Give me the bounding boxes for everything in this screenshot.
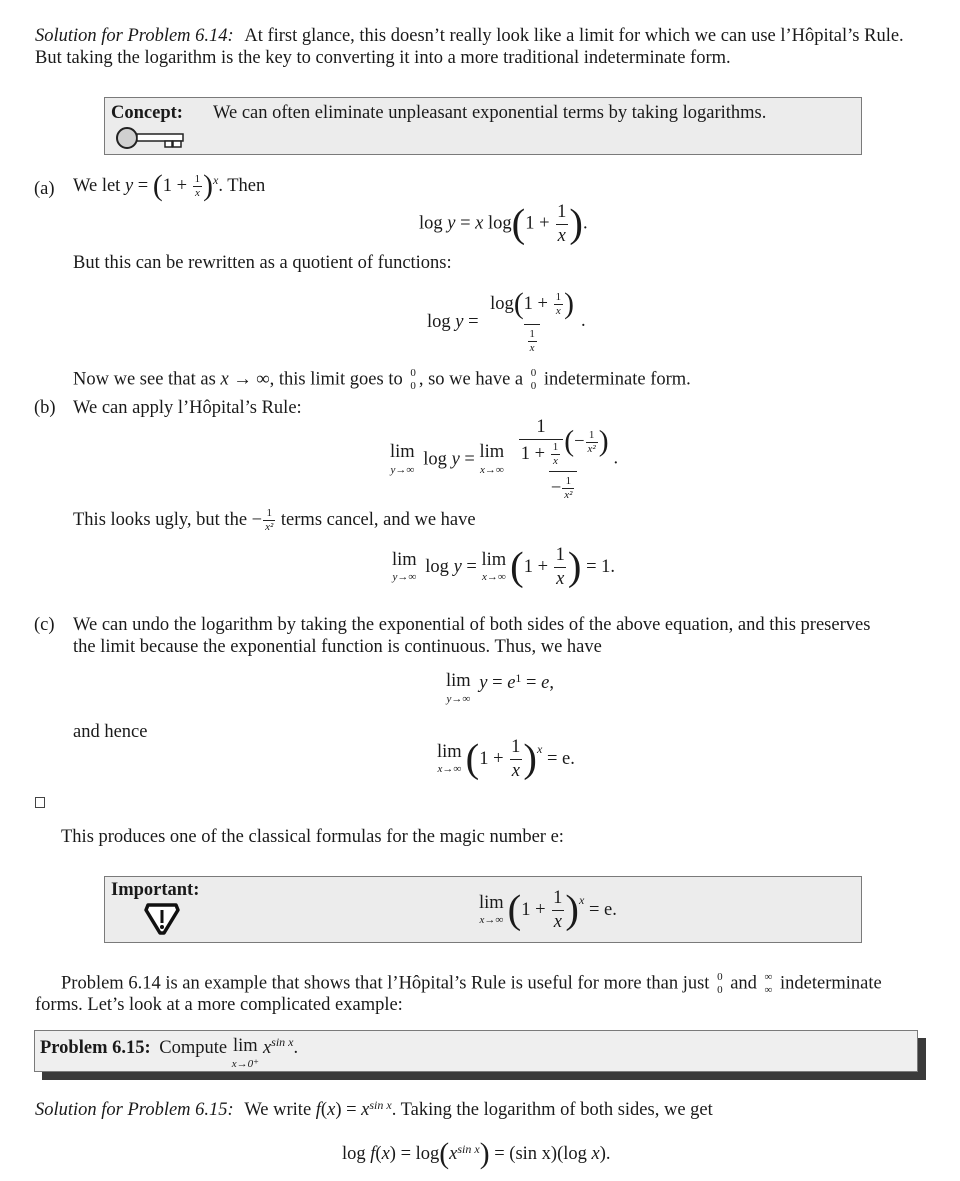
math-num: 1 — [520, 443, 531, 464]
frac-den: x² — [587, 442, 596, 455]
frac-den: x² — [564, 488, 573, 501]
lim-sub: x→∞ — [479, 914, 504, 927]
frac-den: x — [511, 760, 520, 781]
limit — [481, 551, 506, 584]
solution-615-eq: $\log f(x) = \log(x^{sin x}) = (\sin$ x)(log x). — [342, 1138, 611, 1170]
math-paren: ( — [513, 288, 524, 320]
text: indeterminate form. — [543, 369, 691, 390]
part-c-line1: We can undo the logarithm by taking the exponential of both sides of the above equation, and this preserves — [73, 615, 871, 635]
part-a-eq1: log y = x log(1 + $\frac{1}{x}$ ). — [419, 200, 588, 246]
text: , so we have a — [418, 369, 524, 390]
math-var: f — [370, 1144, 376, 1165]
math-result: = e. — [588, 900, 617, 920]
frac-num — [484, 290, 580, 324]
key-icon — [115, 126, 187, 150]
lim-text: lim — [479, 442, 505, 462]
fraction — [551, 442, 561, 467]
math-eq: = — [400, 1144, 412, 1165]
math-eq: = — [468, 311, 479, 332]
frac-den: 0 — [717, 984, 723, 996]
fraction — [529, 368, 539, 392]
qed-symbol — [35, 797, 45, 808]
frac-num: 1 — [553, 888, 563, 908]
frac-den: x — [553, 911, 562, 932]
math-op: + — [537, 294, 548, 315]
math-exp: 1 — [515, 671, 522, 685]
problem-615-box — [34, 1030, 918, 1072]
paragraph-line2: forms. Let’s look at a more complicated example: — [35, 995, 403, 1015]
concept-text: We can often eliminate unpleasant exponential terms by taking logarithms. — [213, 103, 767, 123]
math-eq: = — [492, 673, 503, 693]
math-num: 1 — [523, 294, 533, 315]
frac-num: 1 — [194, 173, 201, 186]
math-result: = e. — [546, 749, 575, 769]
frac-den — [524, 324, 540, 354]
important-title: Important: — [111, 880, 200, 900]
math-eq: = — [466, 557, 477, 577]
math-num: 1 — [525, 213, 535, 234]
part-c-eq1: lim y→∞ $y = e^1 = e$, — [446, 671, 554, 705]
fraction — [763, 972, 775, 996]
solution-text-line2: But taking the logarithm is the key to converting it into a more traditional indeterminate form. — [35, 48, 731, 68]
math-var: y — [447, 213, 456, 234]
part-b-eq1: lim y→∞ log y = lim x→∞ 1 1 + $\frac{1}{x}$ (− $\frac{1}{\text{x²}}$ ) − $\frac{1}{\text{x²}}$ . — [390, 417, 619, 501]
math-fn: log — [563, 1144, 587, 1165]
text: and — [730, 973, 757, 994]
limit — [446, 672, 471, 705]
math-num: 1 — [521, 900, 531, 920]
math-var: x — [327, 1100, 336, 1120]
frac-num: 1 — [266, 507, 272, 519]
lim-text: lim — [446, 671, 471, 691]
math-var: y — [453, 557, 462, 577]
text: We write — [244, 1100, 312, 1120]
frac-num: 1 — [511, 737, 521, 757]
math-var: e — [541, 673, 550, 693]
text: . Taking the logarithm of both sides, we get — [391, 1100, 713, 1120]
lim-text: lim — [479, 892, 504, 913]
fraction — [509, 738, 522, 780]
frac-num: 1 — [555, 545, 565, 565]
fraction — [554, 292, 564, 317]
fraction — [551, 889, 564, 931]
lim-sub: y→∞ — [390, 463, 415, 476]
warning-icon — [143, 901, 181, 937]
lim-sub: x→∞ — [481, 571, 506, 584]
frac-num: 0 — [530, 367, 537, 379]
lim-sub: x→0⁺ — [231, 1057, 259, 1070]
math-var: x — [591, 1144, 600, 1165]
solution-614-paragraph — [35, 25, 904, 47]
problem-text: Compute — [159, 1038, 228, 1058]
fraction — [519, 418, 563, 467]
part-c-line2: the limit because the exponential function is continuous. Thus, we have — [73, 637, 602, 657]
frac-den: x — [555, 305, 561, 318]
frac-den: x — [194, 187, 200, 200]
math-op: + — [176, 176, 188, 197]
part-b-marker: (b) — [34, 398, 56, 418]
math-exp: sin x — [369, 1098, 392, 1112]
math-var: y — [451, 449, 460, 470]
math-op: + — [534, 443, 546, 464]
solution-label: Solution for Problem 6.14: — [35, 26, 234, 46]
math-fn: log — [423, 449, 447, 470]
frac-den: ∞ — [764, 984, 773, 996]
text: terms cancel, and we have — [280, 509, 476, 530]
paragraph-line1 — [61, 972, 882, 996]
part-b-cancel — [73, 508, 476, 533]
text: Problem 6.14 is an example that shows that l’Hôpital’s Rule is useful for more than just — [61, 973, 710, 994]
lim-text: lim — [437, 741, 462, 762]
frac-num: 0 — [717, 971, 723, 983]
frac-num: 0 — [410, 367, 416, 379]
lim-sub: y→∞ — [446, 692, 471, 705]
math-paren: ( — [465, 735, 480, 781]
math-eq: = — [526, 673, 537, 693]
math-num: 1 — [523, 557, 533, 577]
math-var: x — [361, 1100, 370, 1120]
lim-text: lim — [481, 549, 507, 570]
frac-den — [519, 439, 563, 467]
fraction — [586, 430, 598, 455]
math-var: y — [479, 673, 488, 693]
math-var: x — [262, 1038, 272, 1058]
math-exp: sin x — [271, 1035, 294, 1049]
math-paren: ) — [598, 425, 609, 458]
math-paren: ) — [203, 170, 213, 202]
math-eq: = — [346, 1100, 357, 1120]
solution-615-paragraph: Solution for Problem 6.15: We write $f(x) = x^{sin x}$. Taking the logarithm of both sides, we get — [35, 1098, 713, 1120]
frac-num: 1 — [565, 474, 572, 487]
math-fn: log — [415, 1144, 440, 1165]
lim-sub: x→∞ — [479, 463, 504, 476]
math-var: x — [475, 213, 484, 234]
fraction — [193, 174, 203, 199]
math-num: 1 — [162, 176, 172, 197]
math-var: x — [449, 1144, 458, 1165]
frac-num: 1 — [557, 202, 567, 222]
math-paren: ) — [565, 886, 579, 932]
math-op: + — [493, 749, 504, 769]
math-eq: = — [460, 213, 471, 234]
frac-den: x — [557, 225, 566, 246]
frac-den: 0 — [530, 380, 537, 392]
math-eq: = — [464, 449, 475, 470]
math-eq: = — [494, 1144, 505, 1165]
math-op: + — [539, 213, 550, 234]
fraction — [527, 329, 537, 354]
math-var: e — [507, 673, 516, 693]
concept-title: Concept: — [111, 103, 183, 123]
math-var: x — [381, 1144, 390, 1165]
math-paren: ) — [523, 735, 537, 781]
text: , this limit goes to — [269, 369, 403, 390]
fraction — [555, 203, 568, 245]
fraction — [562, 476, 574, 501]
part-a-conclusion — [73, 368, 691, 392]
frac-num: 1 — [536, 417, 546, 437]
math-op: − — [550, 477, 562, 498]
math-expr: sin x — [515, 1144, 551, 1165]
math-paren: ) — [479, 1138, 490, 1170]
limit — [390, 443, 415, 476]
math-paren: ) — [564, 288, 574, 320]
frac-den: x — [556, 568, 565, 589]
math-fn: log — [488, 213, 512, 234]
classical-formula-text: This produces one of the classical formulas for the magic number e: — [61, 827, 564, 847]
limit — [392, 551, 417, 584]
math-expr: x → ∞ — [220, 369, 270, 390]
limit — [479, 894, 504, 927]
lim-text: lim — [233, 1036, 258, 1056]
lim-text: lim — [392, 549, 417, 570]
math-op: − — [574, 431, 585, 452]
part-a-marker: (a) — [34, 179, 55, 199]
math-var: f — [315, 1100, 321, 1120]
math-exp: x — [578, 893, 585, 907]
frac-den: 0 — [410, 380, 416, 392]
math-fn: log — [342, 1144, 366, 1165]
math-paren: ( — [507, 886, 522, 932]
important-box — [104, 876, 862, 943]
math-op: + — [535, 900, 546, 920]
math-paren: ( — [564, 425, 575, 458]
part-b-intro: We can apply l’Hôpital’s Rule: — [73, 398, 302, 418]
frac-num: 1 — [555, 291, 562, 304]
solution-label: Solution for Problem 6.15: — [35, 1100, 234, 1120]
math-paren: ( — [152, 170, 163, 202]
part-a-rewrite: But this can be rewritten as a quotient of functions: — [73, 253, 452, 273]
math-fn: log — [427, 311, 451, 332]
frac-num: 1 — [588, 428, 595, 441]
math-fn: log — [490, 294, 514, 315]
frac-den: x — [529, 341, 535, 354]
part-a-eq2: log y = log(1 + $\frac{1}{x}$ ) $\frac{1}{x}$ . — [427, 288, 586, 354]
part-a-intro — [73, 172, 265, 202]
frac-num: ∞ — [764, 971, 773, 983]
part-c-marker: (c) — [34, 615, 55, 635]
important-eq — [479, 886, 617, 932]
concept-box — [104, 97, 862, 155]
frac-num: 1 — [529, 327, 535, 340]
math-exp: x — [213, 172, 219, 187]
lim-sub: y→∞ — [392, 571, 417, 584]
math-exp: x — [536, 742, 543, 756]
frac-den: x² — [265, 521, 274, 533]
math-paren: ( — [511, 200, 526, 246]
math-fn: log — [419, 213, 443, 234]
frac-den: x — [553, 454, 558, 467]
math-var: y — [455, 311, 464, 332]
math-result: = 1. — [586, 557, 616, 577]
fraction — [484, 290, 580, 354]
fraction — [554, 546, 567, 588]
math-fn: log — [425, 557, 449, 577]
math-op: + — [537, 557, 549, 577]
text: This looks ugly, but the — [73, 509, 248, 530]
limit — [479, 443, 504, 476]
and-hence: and hence — [73, 722, 148, 742]
text: indeterminate — [780, 973, 882, 994]
fraction — [514, 418, 613, 501]
frac-den — [549, 471, 578, 501]
math-paren: ) — [567, 543, 582, 589]
lim-sub: x→∞ — [437, 763, 462, 776]
math-eq: = — [137, 176, 149, 197]
part-c-eq2 — [437, 735, 575, 781]
math-paren: ( — [439, 1138, 450, 1170]
math-paren: ) — [569, 200, 583, 246]
fraction — [715, 972, 725, 996]
part-b-eq2 — [392, 543, 616, 589]
limit — [232, 1037, 259, 1070]
part-a-intro-pre: We let — [73, 176, 121, 197]
frac-num — [514, 418, 613, 471]
limit — [437, 743, 462, 776]
fraction — [263, 508, 275, 533]
part-a-intro-post: . Then — [218, 176, 266, 197]
solution-text-line1: At first glance, this doesn’t really look like a limit for which we can use l’Hôpital’s Rule. — [244, 26, 904, 46]
text: Now we see that as — [73, 369, 216, 390]
frac-num: 1 — [552, 440, 559, 453]
math-op: − — [251, 509, 263, 530]
lim-text: lim — [390, 442, 415, 462]
math-exp: sin x — [457, 1142, 480, 1157]
fraction — [408, 368, 418, 392]
problem-label: Problem 6.15: — [40, 1038, 151, 1058]
math-num: 1 — [479, 749, 489, 769]
problem-615-statement: Problem 6.15: Compute lim x→0⁺ $x^{sin x}$. — [40, 1035, 299, 1070]
math-var: y — [124, 176, 134, 197]
math-paren: ( — [510, 543, 524, 589]
